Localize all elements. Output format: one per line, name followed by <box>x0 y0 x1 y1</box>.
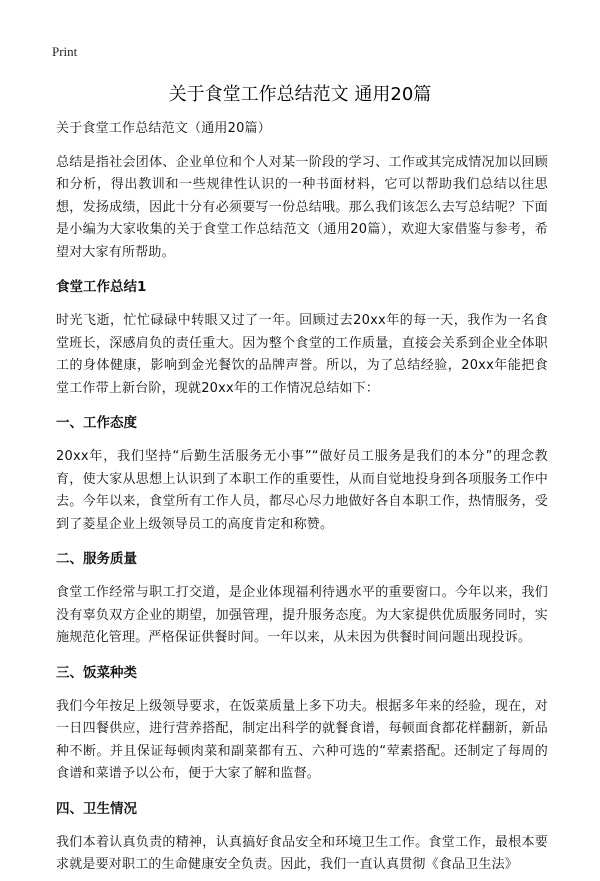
section-heading-service-quality: 二、服务质量 <box>56 551 137 567</box>
section-body-work-attitude: 20xx年，我们坚持“后勤生活服务无小事”“做好员工服务是我们的本分”的理念教育，使大家从思想上认识到了本职工作的重要性，从而自觉地投身到各项服务工作中去。今年以来，食堂所有工作人员，都尽心尽力地做好各自本职工作，热情服务，受到了菱星企业上级领导员工的高度肯定和称赞。 <box>56 449 548 532</box>
section-heading-summary-1: 食堂工作总结1 <box>56 279 147 295</box>
section-body-meal-variety: 我们今年按足上级领导要求，在饭菜质量上多下功夫。根据多年来的经验，现在，对一日四餐供应，进行营养搭配，制定出科学的就餐食谱，每顿面食都花样翻新，新品种不断。并且保证每顿肉菜和副菜都有五、六种可选的“荤素搭配。还制定了每周的食谱和菜谱予以公布，便于大家了解和监督。 <box>56 698 548 781</box>
section-heading-hygiene: 四、卫生情况 <box>56 800 137 817</box>
section-body-summary-1: 时光飞逝，忙忙碌碌中转眼又过了一年。回顾过去20xx年的每一天，我作为一名食堂班长，深感肩负的责任重大。因为整个食堂的工作质量，直接会关系到企业全体职工的身体健康，影响到金光餐饮的品牌声誉。所以，为了总结经验，20xx年能把食堂工作带上新台阶，现就20xx年的工作情况总结如下： <box>56 313 548 396</box>
page-title: 关于食堂工作总结范文 通用20篇 <box>168 84 432 105</box>
intro-paragraph: 总结是指社会团体、企业单位和个人对某一阶段的学习、工作或其完成情况加以回顾和分析，得出教训和一些规律性认识的一种书面材料，它可以帮助我们总结以往思想，发扬成绩，因此十分有必须要写一份总结哦。那么我们该怎么去写总结呢？下面是小编为大家收集的关于食堂工作总结范文（通用20篇），欢迎大家借鉴与参考，希望对大家有所帮助。 <box>56 154 548 260</box>
section-heading-work-attitude: 一、工作态度 <box>56 415 137 431</box>
section-body-hygiene: 我们本着认真负责的精神，认真搞好食品安全和环境卫生工作。食堂工作，最根本要求就是要对职工的生命健康安全负责。因此，我们一直认真贯彻《食品卫生法》 <box>56 834 548 872</box>
article-body <box>56 118 548 881</box>
section-body-service-quality: 食堂工作经常与职工打交道，是企业体现福利待遇水平的重要窗口。今年以来，我们没有辜负双方企业的期望，加强管理，提升服务态度。为大家提供优质服务同时，实施规范化管理。严格保证供餐时间。一年以来，从未因为供餐时间问题出现投诉。 <box>56 585 548 645</box>
print-link[interactable]: Print <box>52 44 78 59</box>
article-subtitle: 关于食堂工作总结范文（通用20篇） <box>56 121 271 136</box>
section-heading-meal-variety: 三、饭菜种类 <box>56 664 137 681</box>
